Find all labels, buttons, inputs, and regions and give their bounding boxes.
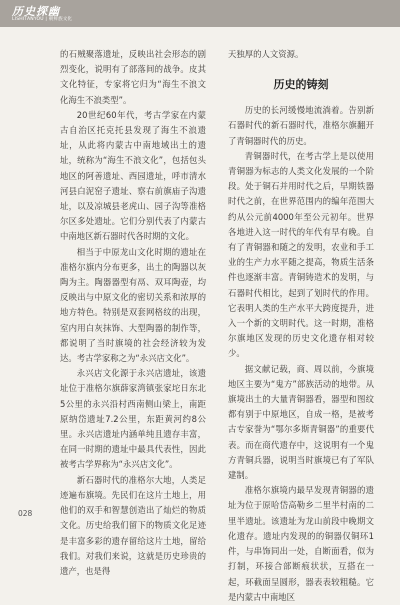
magazine-section-subtitle: LISHITANYOU | 朝鲜族文化: [12, 17, 73, 22]
paragraph: 天独厚的人文资源。: [228, 49, 304, 59]
paragraph: 新石器时代的准格尔大地，人类足迹遍布旗境。先民们在这片土地上，用他们的双手和智慧创造出了灿烂的物质文化。历史给我们留下的物质文化足迹是丰富多彩的遗存留给这片土地，留给我们。对我们来说，这就是历史珍贵的遗产，也是得: [60, 474, 206, 576]
left-column: [60, 47, 206, 579]
paragraph: 青铜器时代，在考古学上是以使用青铜器为标志的人类文化发展的一个阶段。处于铜石并用时代之后，早期铁器时代之前，在世界范围内的编年范围大约从公元前4000年至公元初年。世界各地进入这一时代的年代有早有晚。自有了青铜器和随之的发明，农业和手工业的生产力水平随之提高，物质生活条件也逐渐丰富。青铜铸造术的发明，与石器时代相比，起到了划时代的作用。它表明人类的生产水平大跨度提升，进入一个新的文明时代。这一时期，准格尔旗地区发现的历史文化遗存相对较少。: [228, 150, 374, 359]
magazine-section-title: 历史探幽: [12, 5, 60, 18]
right-column: [228, 47, 374, 605]
paragraph: 的石贼聚落遗址，反映出社会形态的剧烈变化，说明有了部落间的战争。皮其文化特征，专家将它归为“海生不浪文化海生不浪类型”。: [60, 49, 206, 105]
page-header-bar: [0, 0, 400, 27]
section-heading: 历史的铸刻: [273, 78, 329, 92]
page-number: 028: [18, 509, 33, 518]
paragraph: 历史的长河缓慢地流淌着。告别新石器时代的新石器时代，准格尔旗翻开了青铜器时代的历史。: [228, 105, 374, 146]
paragraph: 20世纪60年代，考古学家在内蒙古自治区托克托县发现了海生不浪遗址，从此将内蒙古中南地域出土的遗址，统称为“海生不浪文化”，包括包头地区的阿善遗址、西园遗址，呼市清水河县白泥窑子遗址、察右前旗庙子沟遗址，以及凉城县老虎山、园子沟等准格尔区多处遗址。它们分别代表了内蒙古中南地区新石器时代各时期的文化。: [60, 109, 206, 242]
paragraph: 相当于中原龙山文化时期的遗址在准格尔旗内分布更多，出土的陶器以灰陶为主。陶器器型有鬲、双耳陶壶，均反映出与中原文化的密切关系和浓厚的地方特色。特别是双套网格纹的出现，室内用白灰抹饰、大型陶器的制作等，都说明了当时旗境的社会经济较为发达。考古学家称之为“永兴店文化”。: [60, 246, 206, 364]
paragraph: 永兴店文化源于永兴店遗址，该遗址位于准格尔旗薛家湾镇张家坨日东北5公里的永兴沿村西南侧山梁上，南距原纳岱遗址7.2公里，东距黄河约8公里。永兴店遗址内涵单纯且遗存丰富，在同一时期的遗址中最具代表性，因此被考古学界称为“永兴店文化”。: [60, 368, 206, 470]
paragraph: 据文献记载，商、周以前，今旗境地区主要为“鬼方”部族活动的地带。从旗境出土的大量青铜器看，器型和图纹都有别于中原地区，自成一格，是被考古专家誉为“鄂尔多斯青铜器”的重要代表。而在商代遗存中，这说明有一个鬼方青铜兵器，说明当时旗境已有了军队建制。: [228, 363, 374, 481]
paragraph: 准格尔旗境内最早发现青铜器的遗址为位于原哈岱高勒乡二里半村南的二里半遗址。该遗址为龙山前段中晚期文化遗存。遗址内发现的的铜器仅铜环1件，与串饰同出一处，自断面看，似为打制，环接合部断痕状状，互搭在一起，环截面呈圆形，器表表较粗糙。它是内蒙古中南地区: [228, 485, 374, 602]
